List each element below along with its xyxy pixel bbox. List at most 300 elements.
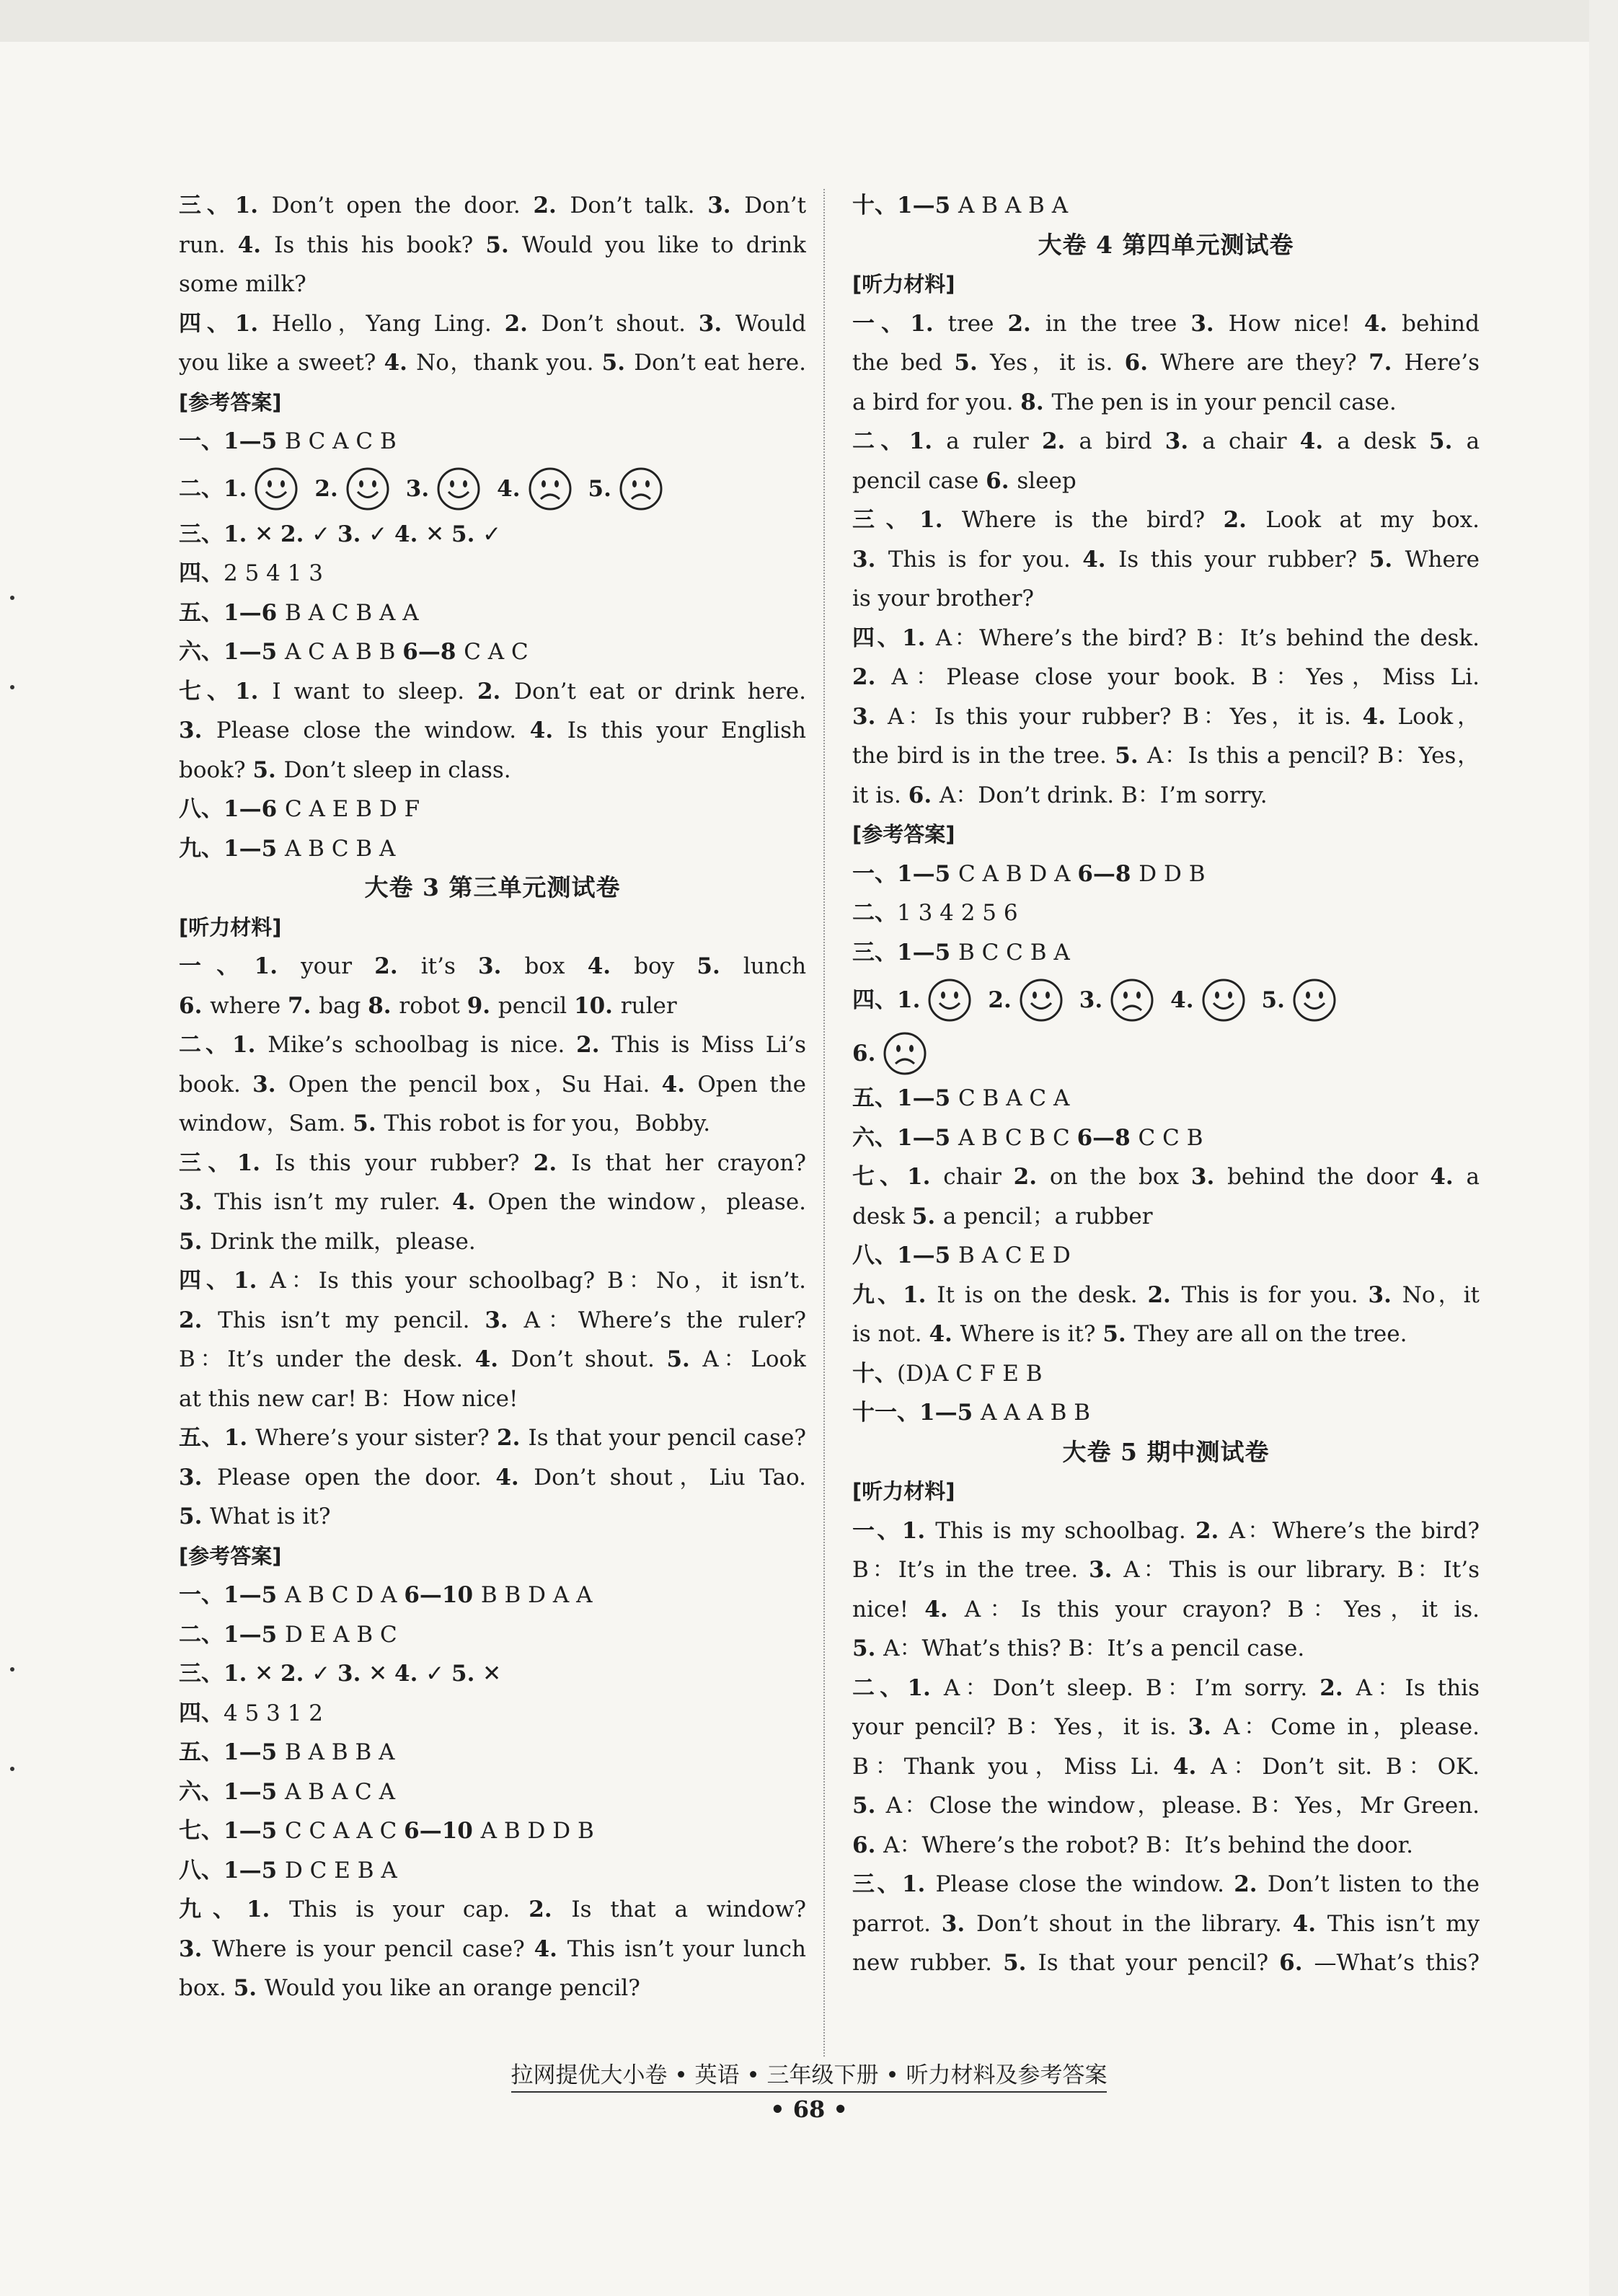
line-text: Don’t sleep in class. (283, 756, 511, 783)
item-number: 2. (280, 1661, 312, 1687)
line-text: is your brother? (852, 586, 1035, 611)
line-text: lunch (743, 953, 806, 979)
text-line (852, 619, 1480, 658)
line-text: A：Don’t sit. B：OK. (1211, 1753, 1480, 1780)
line-text: book? (179, 756, 253, 783)
text-line (852, 1904, 1480, 1944)
line-text: a chair (1202, 428, 1300, 454)
text-line (179, 790, 806, 829)
item-number: 4. (924, 1596, 965, 1622)
line-text: This is for you. (888, 546, 1083, 573)
line-text: This is for you. (1181, 1281, 1369, 1308)
line-text: your (301, 953, 375, 979)
item-number: 5. (353, 1111, 384, 1136)
item-number: 2. (1234, 1871, 1268, 1897)
line-text: A：Is this your rubber? B：Yes，it is. (887, 703, 1363, 730)
item-number: 三、1. (179, 193, 272, 218)
line-text: you like a sweet? (179, 350, 384, 376)
item-number: 3. (337, 1661, 369, 1687)
line-text: D C E B A (284, 1857, 397, 1884)
text-line (852, 1236, 1480, 1276)
line-text: Don’t shout. (541, 310, 699, 337)
line-text: ✓ (311, 1661, 337, 1687)
line-text: I want to sleep. (272, 678, 477, 705)
line-text: Would you like an orange pencil? (264, 1975, 640, 2001)
item-number: 2. (529, 1897, 572, 1922)
item-number: 5. (1003, 1950, 1038, 1976)
subsection-label (852, 815, 1480, 855)
text-line (179, 515, 806, 555)
item-number: 4. (1082, 546, 1119, 573)
item-number: 3. (1089, 1557, 1124, 1583)
text-line (852, 1826, 1480, 1866)
item-number: 2. (852, 664, 892, 690)
item-number: 3. (179, 1464, 217, 1491)
line-text: a pencil；a rubber (942, 1203, 1153, 1229)
question-label: 四、 (852, 986, 897, 1013)
line-text: What is it? (210, 1504, 331, 1529)
item-number: 三、1. (179, 521, 255, 547)
item-number: 一、1—5 (179, 428, 285, 454)
text-line (852, 1865, 1480, 1904)
line-text: book. (179, 1071, 253, 1098)
item-number: 4. (929, 1321, 960, 1347)
item-number: 十、1—5 (852, 193, 958, 218)
line-text: This robot is for you，Bobby. (384, 1111, 711, 1136)
item-number: 6. (986, 467, 1017, 494)
item-number: 3. (179, 718, 216, 743)
item-number: 4. (1172, 1753, 1211, 1780)
item-number: 3. (1190, 310, 1229, 337)
item-number: 4. (384, 350, 417, 376)
line-text: D D B (1139, 860, 1206, 887)
item-number: 2. (374, 953, 421, 979)
item-number: 六、1—5 (852, 1124, 958, 1151)
line-text: This isn’t my (1327, 1910, 1480, 1937)
text-line (852, 776, 1480, 816)
item-number: 5. (179, 1504, 211, 1529)
text-line (179, 947, 806, 986)
line-text: bag (319, 992, 368, 1019)
line-text: Where is the bird? (961, 507, 1224, 533)
item-number: 7. (1369, 350, 1405, 376)
item-number: 6. (852, 1832, 884, 1858)
line-text: No，thank you. (416, 350, 602, 376)
text-line (852, 1669, 1480, 1708)
line-text: 1 3 4 2 5 6 (897, 900, 1018, 926)
item-number: 三、1. (179, 1149, 275, 1176)
line-text: Don’t open the door. (271, 193, 534, 218)
item-number: 2. (280, 521, 312, 547)
item-number: 6—8 (1077, 860, 1139, 887)
line-text: A：Close the window，please. B：Yes，Mr Green. (885, 1793, 1480, 1819)
scan-mark (10, 596, 14, 600)
text-line (852, 1786, 1480, 1826)
text-line (179, 986, 806, 1026)
column-divider (823, 189, 825, 2057)
line-text: a (1466, 1164, 1480, 1190)
line-text: B A C E D (958, 1242, 1071, 1268)
item-number: 3. (179, 1189, 215, 1215)
line-text: Is that your pencil? (1038, 1950, 1280, 1976)
text-line (852, 1629, 1480, 1669)
line-text: run. (179, 231, 238, 258)
sad-face-icon (619, 467, 663, 511)
line-text: at this new car! B：How nice! (179, 1385, 518, 1412)
item-number: 5. (911, 1203, 943, 1229)
item-number: 4. (529, 718, 567, 743)
line-text: ✕ (255, 521, 280, 547)
item-number: 4. (495, 1464, 534, 1491)
text-line (179, 1183, 806, 1222)
item-number: 8. (1020, 389, 1052, 415)
line-text: A：Where’s the robot? B：It’s behind the door. (883, 1832, 1413, 1858)
item-number: 5. (954, 350, 991, 376)
text-line (179, 1694, 806, 1734)
line-text: Where is it? (960, 1321, 1103, 1347)
item-number: 5. (233, 1975, 265, 2001)
text-line (852, 1315, 1480, 1354)
text-line (179, 1576, 806, 1615)
line-text: A：Is this a pencil? B：Yes， (1147, 743, 1480, 769)
item-number: 九、1—5 (179, 835, 285, 862)
line-text: ✕ (368, 1661, 394, 1687)
text-line (179, 1890, 806, 1930)
text-line (179, 1851, 806, 1891)
line-text: ✓ (425, 1661, 451, 1687)
line-text: Is this your rubber? (1118, 546, 1369, 573)
line-text: box (524, 953, 588, 979)
smiley-face-icon (1201, 978, 1246, 1023)
sad-face-icon (883, 1031, 927, 1076)
item-number: 6. (908, 782, 940, 808)
line-text: Is that her crayon? (571, 1149, 806, 1176)
line-text: B A C B A A (284, 599, 419, 626)
item-number: 5. (666, 1346, 703, 1372)
line-text: C B A C A (958, 1085, 1070, 1111)
smiley-face-icon (436, 467, 481, 511)
text-line (852, 462, 1480, 501)
item-number: 2. (1195, 1517, 1229, 1544)
line-text: A C A B B (284, 639, 403, 665)
text-line (852, 1747, 1480, 1787)
item-number: 5. (179, 1228, 211, 1255)
item-number: 4. (394, 1661, 426, 1687)
item-number: 4. (237, 231, 275, 258)
line-text: Would you like to drink (521, 231, 806, 258)
line-text: A B A C A (284, 1778, 396, 1805)
line-text: Is this his book? (274, 231, 486, 258)
item-number: 四、1. (179, 310, 272, 337)
line-text: A：Please close your book. B：Yes，Miss Li. (891, 664, 1480, 690)
item-number: 5. (1261, 986, 1285, 1013)
item-number: 2. (576, 1032, 612, 1058)
line-text: Where is your pencil case? (212, 1935, 534, 1962)
line-text: ✓ (368, 521, 394, 547)
text-line (179, 1969, 806, 2008)
item-number: 10. (574, 992, 621, 1019)
scan-mark (10, 1767, 14, 1771)
line-text: No，it (1402, 1281, 1480, 1308)
line-text: window，Sam. (179, 1111, 353, 1136)
line-text: behind (1402, 310, 1480, 337)
line-text: Hello，Yang Ling. (271, 310, 505, 337)
line-text: C C A A C (284, 1818, 404, 1844)
text-line (852, 383, 1480, 423)
text-line (852, 1079, 1480, 1118)
line-text: B B D A A (480, 1582, 593, 1608)
text-line (852, 1943, 1480, 1983)
item-number: 五、1—5 (852, 1085, 958, 1111)
faces-answer-row (179, 462, 806, 515)
text-line (179, 186, 806, 226)
item-number: 4. (534, 1935, 567, 1962)
item-number: 一、1. (179, 953, 301, 979)
line-text: How nice! (1228, 310, 1364, 337)
line-text: Would (735, 310, 806, 337)
line-text: Don’t shout in the library. (976, 1910, 1293, 1937)
footer-title (0, 2057, 1618, 2089)
line-text: a (1466, 428, 1480, 454)
line-text: This isn’t your lunch (567, 1935, 806, 1962)
subsection-label (179, 383, 806, 423)
item-number: 2. (1013, 1164, 1050, 1190)
line-text: tree (947, 310, 1008, 337)
subsection-label-text: [听力材料] (852, 1479, 955, 1504)
line-text: Is that a window? (571, 1897, 806, 1922)
text-line (852, 540, 1480, 580)
line-text: Here’s (1404, 350, 1480, 376)
line-text: some milk? (179, 271, 306, 297)
item-number: 5. (485, 231, 522, 258)
right-column (852, 186, 1480, 1983)
line-text: Is that your pencil case? (528, 1425, 806, 1451)
item-number: 5. (451, 1661, 483, 1687)
line-text: A：Don’t sleep. B：I’m sorry. (943, 1674, 1320, 1701)
text-line (179, 343, 806, 383)
text-line (179, 1301, 806, 1341)
item-number: 2. (504, 310, 541, 337)
text-line (852, 855, 1480, 894)
item-number: 3. (1188, 1714, 1224, 1740)
line-text: Don’t listen to the (1267, 1871, 1480, 1897)
subsection-label-text: [参考答案] (852, 822, 955, 847)
text-line (852, 1590, 1480, 1630)
subsection-label (179, 908, 806, 948)
line-text: Look at my box. (1265, 507, 1480, 533)
item-number: 3. (941, 1910, 976, 1937)
line-text: A B C B A (284, 835, 396, 862)
text-line (852, 1511, 1480, 1551)
item-number: 四、 (179, 560, 224, 586)
item-number: 5. (601, 350, 635, 376)
text-line (179, 1340, 806, 1379)
text-line (179, 672, 806, 712)
text-line (179, 422, 806, 462)
line-text: Don’t shout. (510, 1346, 667, 1372)
subsection-label (852, 1472, 1480, 1511)
smiley-face-icon (1019, 978, 1064, 1023)
line-text: Don’t shout，Liu Tao. (534, 1464, 806, 1491)
text-line (179, 1497, 806, 1537)
item-number: 3. (1079, 986, 1103, 1013)
text-line (179, 1379, 806, 1419)
line-text: C A C (464, 639, 529, 665)
item-number: 八、1—5 (179, 1857, 285, 1884)
line-text: A B C D A (284, 1582, 404, 1608)
text-line (179, 1654, 806, 1694)
item-number: 6. (1279, 1950, 1314, 1976)
text-line (179, 226, 806, 265)
text-line (179, 1930, 806, 1969)
line-text: This is your cap. (289, 1897, 529, 1922)
item-number: 2. (533, 193, 570, 218)
line-text: A：Is this your schoolbag? B：No，it isn’t. (270, 1268, 806, 1294)
line-text: A：This is our library. B：It’s (1123, 1557, 1480, 1583)
item-number: 3. (485, 1307, 524, 1333)
line-text: Yes，it is. (990, 350, 1125, 376)
item-number: 八、1—5 (852, 1242, 958, 1268)
smiley-face-icon (1292, 978, 1337, 1023)
line-text: B：It’s under the desk. (179, 1346, 475, 1372)
item-number: 七、1. (179, 678, 273, 705)
line-text: Where (1405, 546, 1480, 573)
item-number: 4. (1292, 1910, 1327, 1937)
line-text: Don’t eat here. (634, 350, 806, 376)
footer-title-text: 拉网提优大小卷 • 英语 • 三年级下册 • 听力材料及参考答案 (511, 2062, 1108, 2093)
item-number: 二、 (852, 900, 897, 926)
line-text: Open the window，please. (487, 1189, 806, 1215)
item-number: 6—10 (404, 1818, 481, 1844)
text-line (179, 265, 806, 304)
scan-mark (10, 685, 14, 689)
text-line (852, 1157, 1480, 1197)
faces-answer-row (852, 972, 1480, 1025)
text-line (852, 1276, 1480, 1315)
item-number: 七、1. (852, 1164, 944, 1190)
line-text: Please open the door. (216, 1464, 496, 1491)
line-text: —What’s this? (1314, 1950, 1480, 1976)
item-number: 十、 (852, 1360, 897, 1387)
line-text: B C C B A (958, 939, 1070, 966)
item-number: 三、1—5 (852, 939, 958, 966)
section-heading: 大卷 4 第四单元测试卷 (1038, 230, 1294, 259)
line-text: (D)A C F E B (897, 1360, 1043, 1387)
text-line (852, 933, 1480, 973)
item-number: 1. (224, 476, 247, 502)
line-text: B：Thank you，Miss Li. (852, 1753, 1173, 1780)
line-text: ✕ (482, 1661, 502, 1687)
line-text: This isn’t my ruler. (214, 1189, 453, 1215)
text-line (179, 1811, 806, 1851)
line-text: where (210, 992, 288, 1019)
line-text: C A B D A (958, 860, 1078, 887)
subsection-label (179, 1537, 806, 1576)
item-number: 二、1. (179, 1032, 268, 1058)
item-number: 7. (288, 992, 319, 1019)
line-text: a bird (1079, 428, 1165, 454)
item-number: 4. (1363, 310, 1402, 337)
item-number: 2. (314, 476, 338, 502)
line-text: A B C B C (958, 1124, 1077, 1151)
line-text: boy (634, 953, 697, 979)
line-text: your pencil? B：Yes，it is. (852, 1714, 1188, 1740)
line-text: A：Come in，please. (1223, 1714, 1480, 1740)
section-heading: 大卷 3 第三单元测试卷 (364, 873, 621, 901)
line-text: pencil case (852, 467, 986, 494)
text-line (852, 736, 1480, 776)
item-number: 5. (1102, 1321, 1134, 1347)
item-number: 8. (368, 992, 399, 1019)
item-number: 4. (474, 1346, 511, 1372)
item-number: 4. (497, 476, 521, 502)
line-text: sleep (1017, 467, 1077, 494)
item-number: 6—8 (402, 639, 464, 665)
line-text: This is my schoolbag. (935, 1517, 1195, 1544)
text-line (179, 1615, 806, 1655)
line-text: Don’t talk. (570, 193, 708, 218)
text-line (179, 829, 806, 869)
text-line (852, 658, 1480, 697)
item-number: 5. (1429, 428, 1467, 454)
line-text: pencil (498, 992, 575, 1019)
text-line (179, 554, 806, 593)
line-text: Is this your rubber? (275, 1149, 534, 1176)
text-line (179, 751, 806, 790)
item-number: 3. (252, 1071, 288, 1098)
line-text: A：Where’s the ruler? (523, 1307, 806, 1333)
line-text: C A E B D F (284, 796, 420, 822)
item-number: 5. (1369, 546, 1405, 573)
item-number: 4. (1362, 703, 1398, 730)
line-text: the bird is in the tree. (852, 743, 1115, 769)
item-number: 3. (1164, 428, 1203, 454)
item-number: 5. (252, 756, 284, 783)
item-number: 六、1—5 (179, 639, 285, 665)
line-text: chair (943, 1164, 1014, 1190)
item-number: 6—10 (404, 1582, 481, 1608)
line-text: The pen is in your pencil case. (1051, 389, 1397, 415)
text-line (179, 1222, 806, 1262)
line-text: This isn’t my pencil. (218, 1307, 485, 1333)
line-text: A：Is this (1356, 1674, 1480, 1701)
line-text: it’s (420, 953, 479, 979)
smiley-face-icon (345, 467, 390, 511)
item-number: 2. (988, 986, 1012, 1013)
smiley-face-icon (927, 978, 972, 1023)
item-number: 4. (1299, 428, 1338, 454)
item-number: 9. (467, 992, 498, 1019)
item-number: 4. (661, 1071, 698, 1098)
item-number: 2. (1319, 1674, 1356, 1701)
subsection-label-text: [听力材料] (852, 272, 955, 296)
subsection-label-text: [参考答案] (179, 1543, 282, 1568)
question-label: 二、 (179, 476, 224, 502)
line-text: Drink the milk，please. (210, 1228, 476, 1255)
line-text: Please close the window. (935, 1871, 1234, 1897)
line-text: B A B B A (284, 1739, 395, 1765)
item-number: 4. (1170, 986, 1194, 1013)
text-line (179, 304, 806, 344)
line-text: A：Look (702, 1346, 806, 1372)
item-number: 2. (477, 678, 515, 705)
item-number: 3. (405, 476, 430, 502)
item-number: 四、 (179, 1700, 224, 1726)
item-number: 3. (1368, 1281, 1402, 1308)
line-text: a desk (1337, 428, 1430, 454)
scan-mark (10, 1667, 14, 1672)
text-line (852, 304, 1480, 344)
